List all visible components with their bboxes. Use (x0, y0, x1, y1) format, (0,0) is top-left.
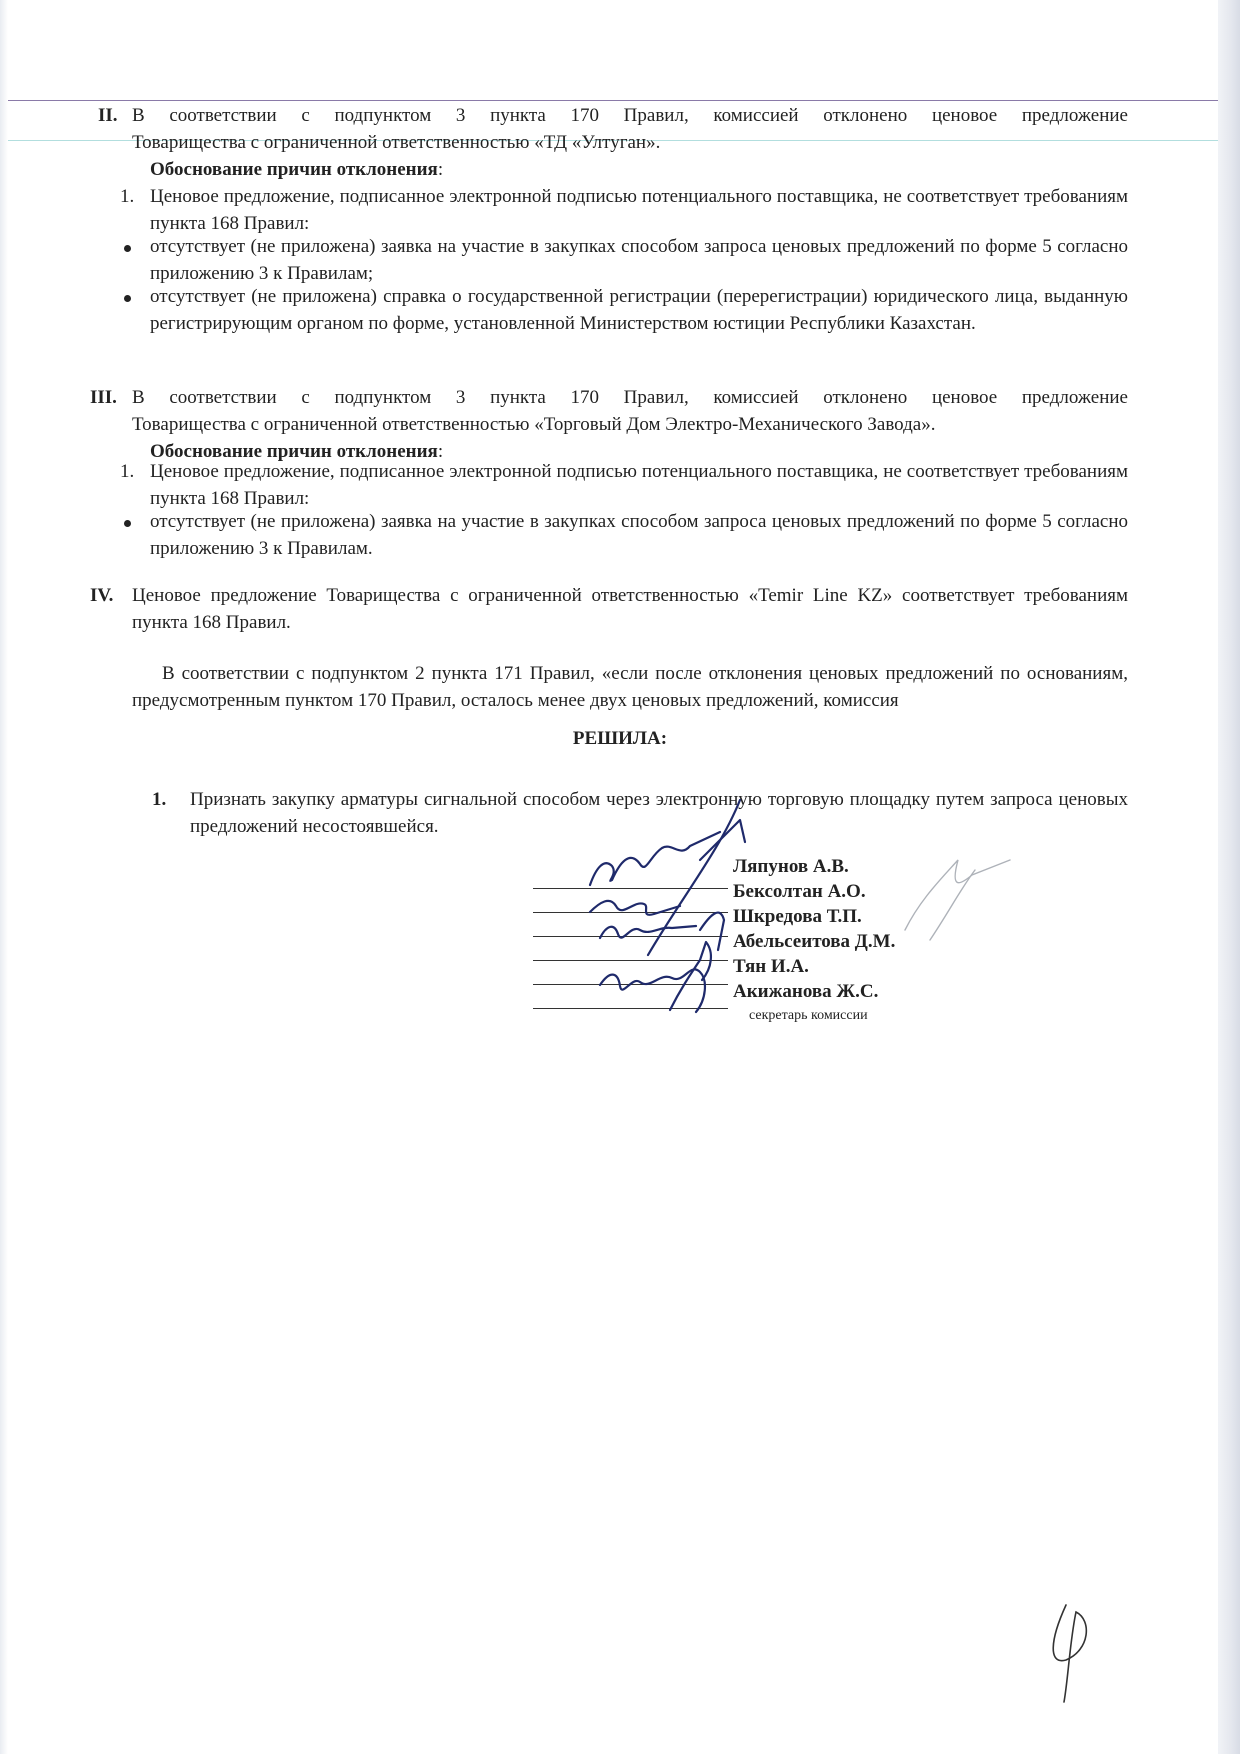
section-3-reason-colon: : (437, 441, 444, 462)
section-4-text: Ценовое предложение Товарищества с ограниченной ответственностью «Temir Line KZ» соответствует требованиям пункта 168 Правил. (132, 585, 1128, 633)
section-3-line2: Товарищества с ограниченной ответственностью «Торговый Дом Электро-Механического Завода». (132, 414, 936, 435)
section-3-item1-marker: 1. (120, 461, 135, 482)
secretary-role: секретарь комиссии (749, 1008, 868, 1023)
signatory-name: Ляпунов А.В. (733, 856, 849, 877)
section-2-numeral: II. (98, 105, 118, 126)
decision-item1: Признать закупку арматуры сигнальной способом через электронную торговую площадку путем запроса ценовых предложений несостоявшейся. (190, 789, 1128, 837)
decision-item1-marker: 1. (152, 789, 167, 810)
section-2-reason-heading: Обоснование причин отклонения (150, 159, 438, 180)
signatory-name: Бексолтан А.О. (733, 881, 866, 902)
section-4-numeral: IV. (90, 585, 114, 606)
section-2-bullet1: отсутствует (не приложена) заявка на участие в закупках способом запроса ценовых предложений по форме 5 согласно приложению 3 к Правилам; (150, 236, 1128, 284)
signatory-name: Абельсеитова Д.М. (733, 931, 896, 952)
decision-title: РЕШИЛА: (572, 728, 668, 749)
handwritten-page-mark (1053, 1605, 1086, 1702)
section-3-reason-heading: Обоснование причин отклонения (150, 441, 438, 462)
paragraph-171: В соответствии с подпунктом 2 пункта 171 Правил, «если после отклонения ценовых предложений по основаниям, предусмотренным пунктом 170 Правил, осталось менее двух ценовых предложений, комиссия (132, 663, 1128, 711)
section-3-item1: Ценовое предложение, подписанное электронной подписью потенциального поставщика, не соответствует требованиям пункта 168 Правил: (150, 461, 1128, 509)
section-2-bullet2: отсутствует (не приложена) справка о государственной регистрации (перерегистрации) юридического лица, выданную регистрирующим органом по форме, установленной Министерством юстиции Республики Казахстан. (150, 286, 1128, 334)
section-2-line2: Товарищества с ограниченной ответственностью «ТД «Ултуган». (132, 132, 661, 153)
section-3-numeral: III. (90, 387, 117, 408)
signatory-name: Шкредова Т.П. (733, 906, 862, 927)
signature-3 (600, 926, 696, 938)
signature-2 (590, 901, 680, 915)
section-2-reason-colon: : (437, 159, 444, 180)
section-2-item1-marker: 1. (120, 186, 135, 207)
section-3-bullet1: отсутствует (не приложена) заявка на участие в закупках способом запроса ценовых предложений по форме 5 согласно приложению 3 к Правилам. (150, 511, 1128, 559)
signatory-name: Акижанова Ж.С. (733, 981, 879, 1002)
signatory-name: Тян И.А. (733, 956, 809, 977)
section-2-line1: В соответствии с подпунктом 3 пункта 170 Правил, комиссией отклонено ценовое предложение (132, 105, 1128, 126)
section-3-line1: В соответствии с подпунктом 3 пункта 170 Правил, комиссией отклонено ценовое предложение (132, 387, 1128, 408)
signature-slash (648, 800, 740, 955)
section-2-item1: Ценовое предложение, подписанное электронной подписью потенциального поставщика, не соответствует требованиям пункта 168 Правил: (150, 186, 1128, 234)
